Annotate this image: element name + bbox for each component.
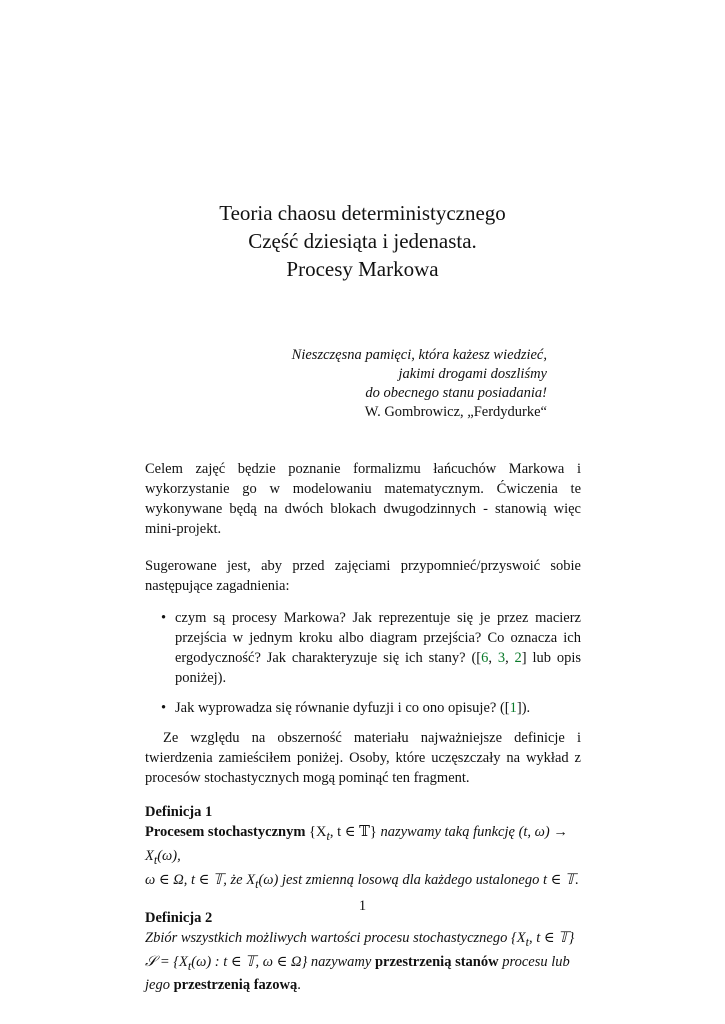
- def2-text2-mid: (ω) : t ∈ 𝕋, ω ∈ Ω}: [191, 953, 308, 970]
- def1-line2-e: jest zmienną losową dla każdego ustalonego: [278, 871, 543, 888]
- def1-set-sub: t: [326, 828, 330, 843]
- title-line-3: Procesy Markowa: [286, 257, 439, 281]
- definition-2-term-2: przestrzenią fazową: [173, 977, 298, 994]
- citation-link-3[interactable]: 3: [497, 650, 506, 666]
- bullet-2-tail: ]).: [516, 700, 531, 716]
- bullet-icon: •: [161, 610, 167, 626]
- definition-1-heading: Definicja 1: [145, 804, 213, 820]
- bullet-1-text: czym są procesy Markowa? Jak reprezentuje się je przez macierz przejścia w jednym kroku albo diagram przejścia? Co oznacza ich ergodyczność? Jak charakteryzuje się ich stany? ([: [175, 610, 581, 666]
- citation-link-6[interactable]: 6: [481, 650, 489, 666]
- def2-text1: Zbiór wszystkich możliwych wartości procesu stochastycznego {X: [145, 929, 526, 946]
- def1-line2-d: (ω): [258, 871, 279, 888]
- suggest-paragraph: Sugerowane jest, aby przed zajęciami przypomnieć/przyswoić sobie następujące zagadnienia:: [145, 558, 581, 594]
- document-title: [0, 199, 725, 283]
- citation-separator: ,: [488, 650, 498, 666]
- intro-paragraph: Celem zajęć będzie poznanie formalizmu łańcuchów Markowa i wykorzystanie go w modelowaniu matematycznym. Ćwiczenia te wykonywane będą na dwóch blokach dwugodzinnych - stanowią więc mini-projekt.: [145, 461, 581, 537]
- def2-text4: procesu lub jego: [145, 953, 570, 994]
- scope-paragraph: Ze względu na obszerność materiału najważniejsze definicje i twierdzenia zamieściłem poniżej. Osoby, które uczęszczały na wykład z procesów stochastycznych mogą pominąć ten fragment.: [145, 730, 581, 786]
- def1-line2-c-sub: t: [255, 876, 259, 891]
- bullet-1-tail: ] lub opis poniżej).: [175, 650, 582, 686]
- citation-link-1[interactable]: 1: [509, 700, 517, 716]
- def2-text3: nazywamy: [307, 953, 375, 970]
- def1-text1-end: (ω),: [157, 847, 181, 864]
- title-line-2: Część dziesiąta i jedenasta.: [248, 229, 477, 253]
- definition-1-term: Procesem stochastycznym: [145, 824, 306, 840]
- def1-set-rest: , t ∈ 𝕋}: [329, 824, 377, 840]
- bullet-2-text: Jak wyprowadza się równanie dyfuzji i co ono opisuje? ([: [175, 700, 510, 716]
- definition-1-body: [145, 822, 581, 894]
- epigraph-line-1: Nieszczęsna pamięci, która każesz wiedzieć,: [291, 347, 547, 363]
- citation-link-2[interactable]: 2: [514, 650, 522, 666]
- title-line-1: Teoria chaosu deterministycznego: [219, 201, 506, 225]
- definition-2-body: [145, 928, 581, 996]
- bullet-icon: •: [161, 700, 167, 716]
- list-item: [145, 608, 581, 688]
- def1-text1: nazywamy taką funkcję (t, ω) → X: [145, 824, 568, 864]
- def1-line2-a: ω ∈ Ω, t ∈ 𝕋,: [145, 871, 227, 888]
- def2-end: .: [297, 977, 301, 994]
- definition-2-heading: Definicja 2: [145, 909, 213, 926]
- def1-line2-f: t ∈ 𝕋.: [542, 871, 579, 888]
- def2-text1-sub: t: [525, 934, 529, 949]
- def1-text1-sub: t: [153, 852, 158, 867]
- def2-text1-end: , t ∈ 𝕋}: [528, 929, 575, 946]
- epigraph: [292, 346, 547, 422]
- def1-line2-b: że: [226, 871, 247, 888]
- page-number: 1: [358, 898, 367, 914]
- list-item: [145, 698, 581, 718]
- def2-text2: 𝒮 = {X: [145, 953, 188, 970]
- epigraph-line-3: do obecnego stanu posiadania!: [365, 385, 547, 401]
- epigraph-line-2: jakimi drogami doszliśmy: [398, 366, 547, 382]
- epigraph-author: W. Gombrowicz, „Ferdydurke“: [364, 404, 547, 420]
- topics-list: [145, 608, 581, 718]
- definition-2-term-1: przestrzenią stanów: [374, 953, 499, 970]
- def2-text2-sub: t: [187, 958, 192, 973]
- citation-separator: ,: [505, 650, 515, 666]
- def1-set: {X: [309, 824, 327, 840]
- def1-line2-c: X: [246, 871, 256, 888]
